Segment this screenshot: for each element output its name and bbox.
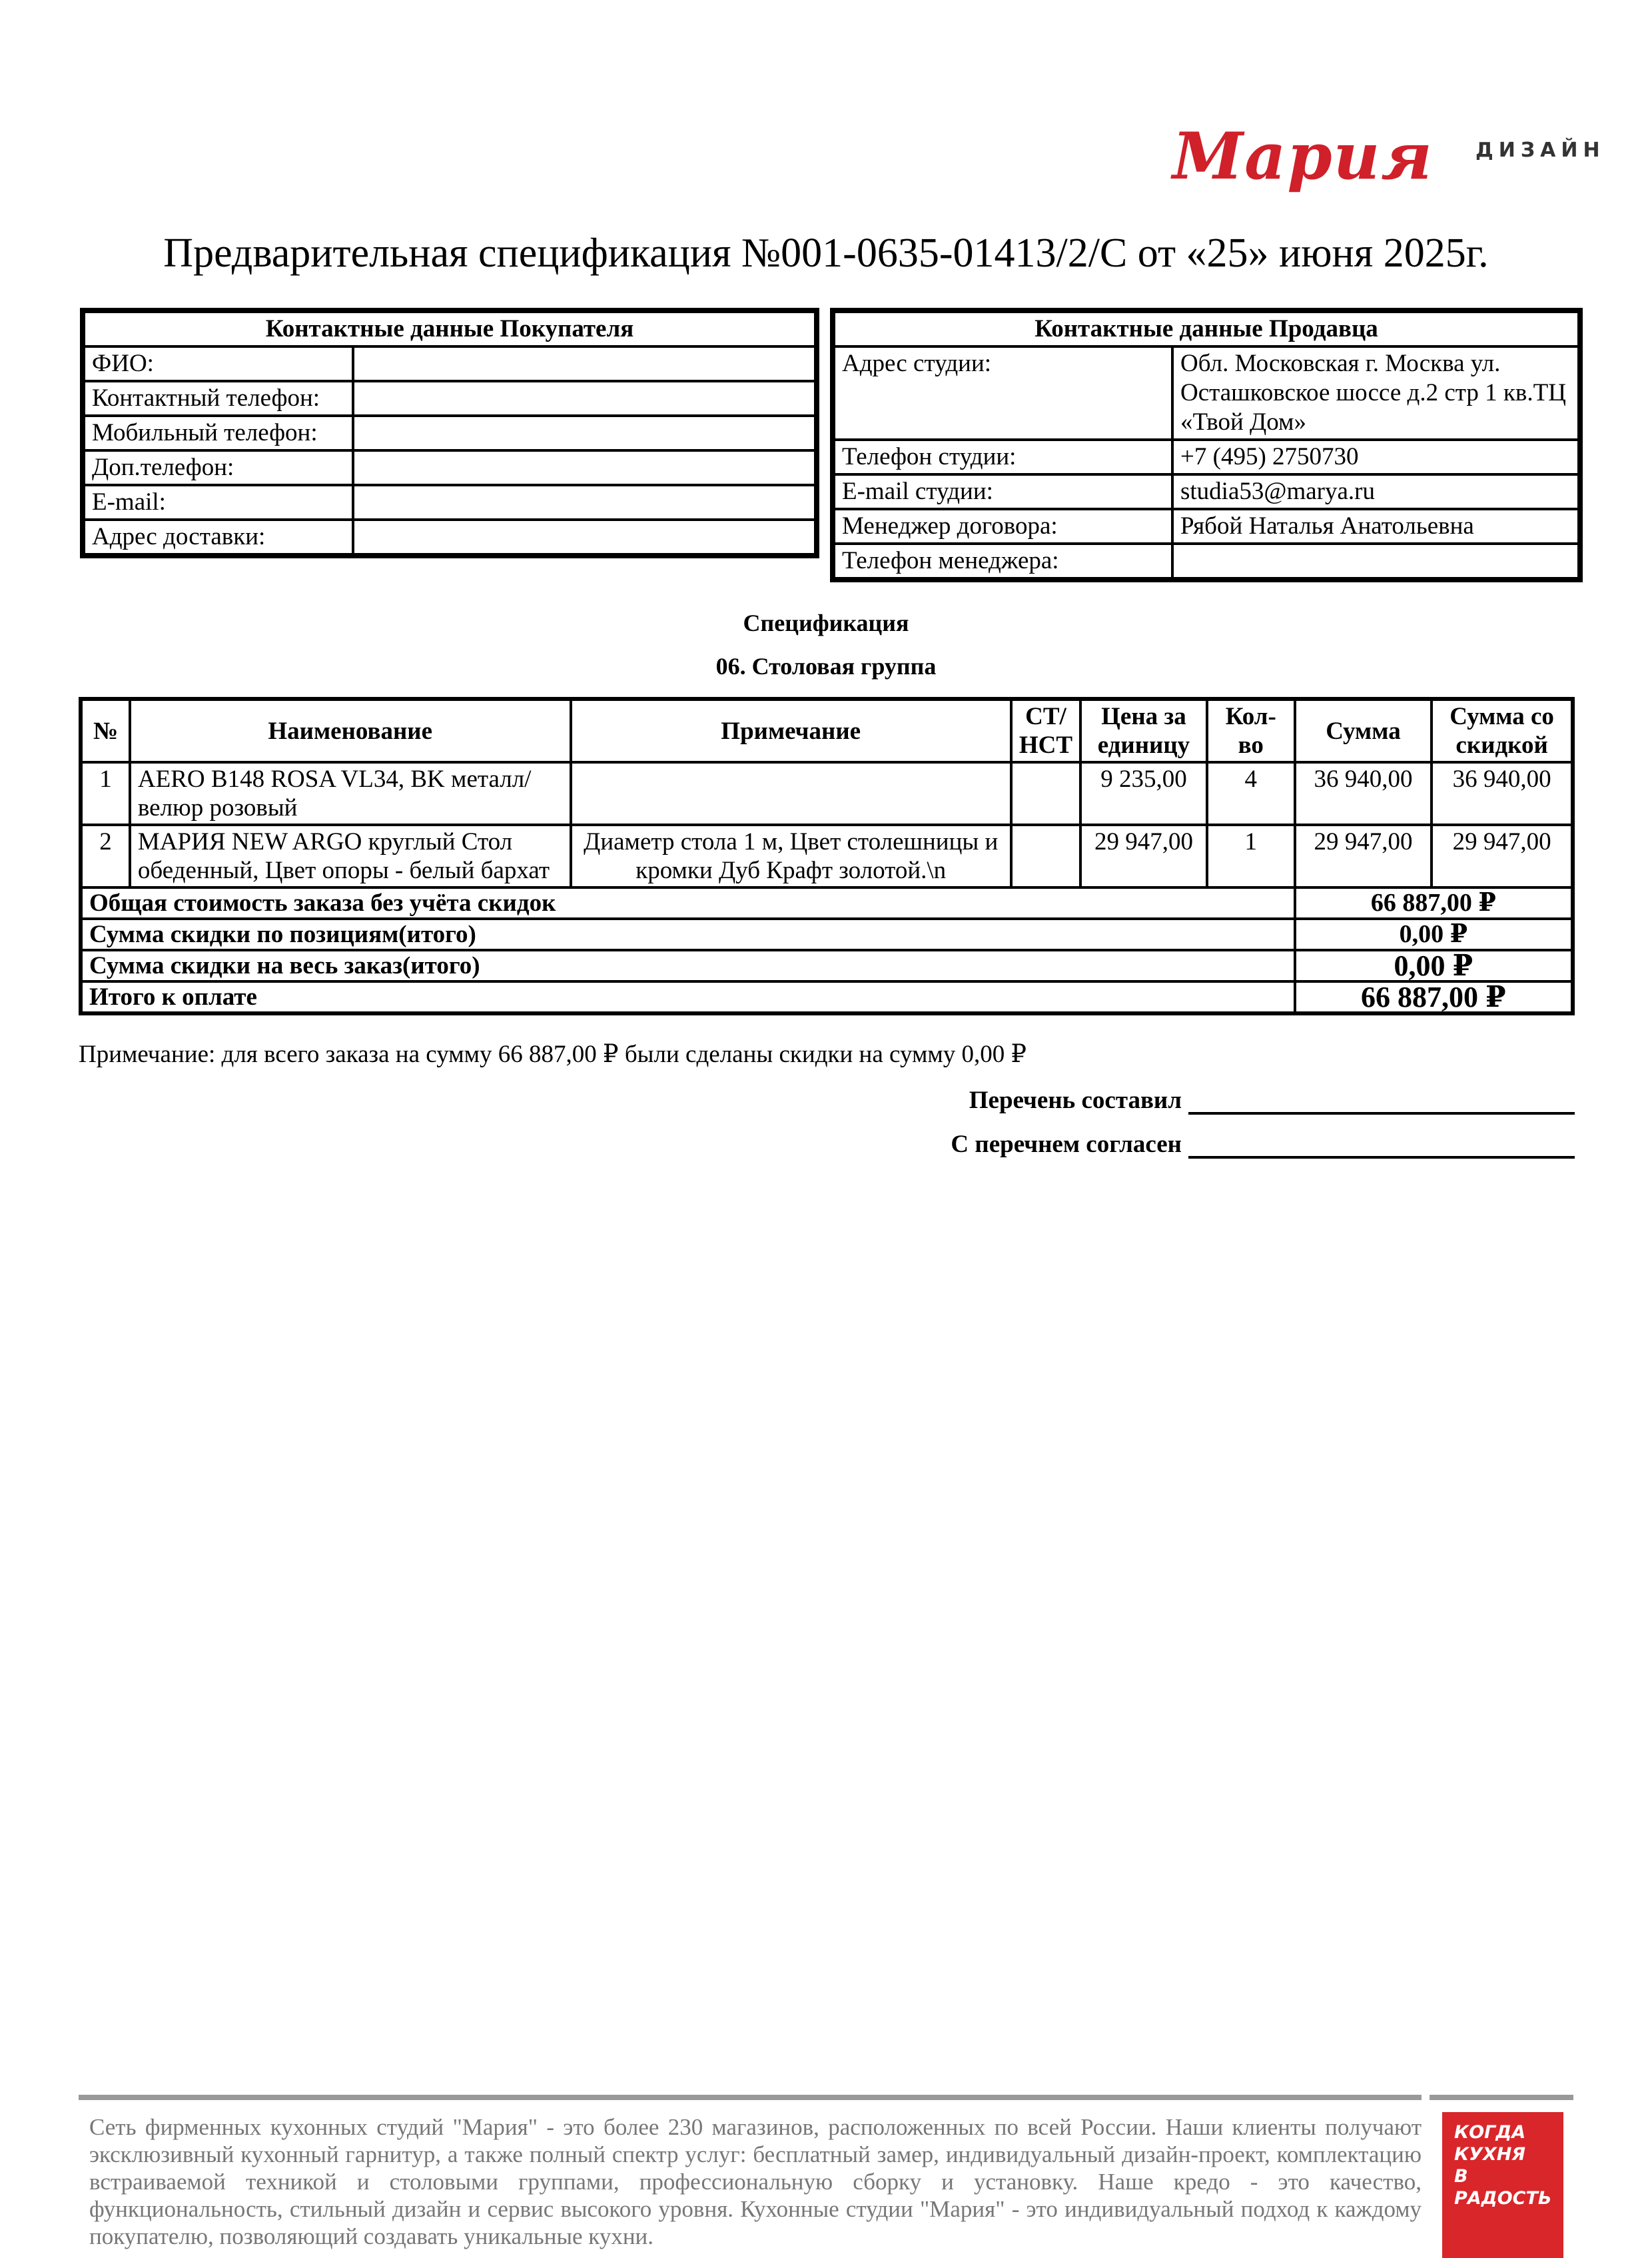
total-row: [81, 950, 1573, 981]
buyer-label: Мобильный телефон:: [85, 416, 353, 450]
total-label: Общая стоимость заказа без учёта скидок: [81, 887, 1295, 919]
footer-divider: [1430, 2095, 1573, 2100]
signature-compiled: [969, 1086, 1575, 1115]
buyer-contacts: [80, 308, 819, 558]
item-note: [571, 762, 1011, 825]
seller-value: [1172, 544, 1577, 577]
total-row: [81, 887, 1573, 919]
item-name: AERO B148 ROSA VL34, BK металл/ велюр розовый: [130, 762, 571, 825]
signature-agreed: [951, 1130, 1575, 1159]
total-label: Сумма скидки по позициям(итого): [81, 919, 1295, 950]
seller-contacts: [830, 308, 1583, 582]
seller-header: Контактные данные Продавца: [835, 313, 1577, 346]
item-price: 9 235,00: [1080, 762, 1207, 825]
slogan-badge: [1442, 2112, 1563, 2258]
signature-label: Перечень составил: [969, 1087, 1182, 1114]
buyer-label: Доп.телефон:: [85, 450, 353, 485]
item-note: Диаметр стола 1 м, Цвет столешницы и кромки Дуб Крафт золотой.\n: [571, 825, 1011, 887]
col-header: СТ/ НСТ: [1011, 699, 1080, 762]
buyer-value: [353, 381, 814, 416]
item-sum: 29 947,00: [1295, 825, 1432, 887]
item-st: [1011, 825, 1080, 887]
logo-wordmark: Мария: [1172, 119, 1434, 194]
logo-subtitle: ДИЗАЙН: [1475, 139, 1605, 162]
total-label: Итого к оплате: [81, 981, 1295, 1013]
total-value: 0,00 ₽: [1295, 919, 1573, 950]
spec-header-row: [81, 699, 1573, 762]
total-value: 0,00 ₽: [1295, 950, 1573, 981]
table-row: [81, 825, 1573, 887]
badge-line: В РАДОСТЬ: [1454, 2166, 1552, 2209]
buyer-value: [353, 450, 814, 485]
seller-label: Адрес студии:: [835, 346, 1172, 440]
col-header: Примечание: [571, 699, 1011, 762]
seller-value: studia53@marya.ru: [1172, 474, 1577, 509]
item-num: 2: [81, 825, 130, 887]
total-value: 66 887,00 ₽: [1295, 887, 1573, 919]
item-sum: 36 940,00: [1295, 762, 1432, 825]
seller-label: Телефон студии:: [835, 440, 1172, 474]
footer-divider: [79, 2095, 1422, 2100]
item-st: [1011, 762, 1080, 825]
seller-label: Телефон менеджера:: [835, 544, 1172, 577]
signature-label: С перечнем согласен: [951, 1131, 1182, 1158]
signature-line: [1188, 1088, 1575, 1115]
discount-note: Примечание: для всего заказа на сумму 66 887,00 ₽ были сделаны скидки на сумму 0,00 ₽: [79, 1041, 1027, 1068]
buyer-label: ФИО:: [85, 346, 353, 381]
item-price: 29 947,00: [1080, 825, 1207, 887]
item-qty: 1: [1207, 825, 1295, 887]
seller-value: Обл. Московская г. Москва ул. Осташковское шоссе д.2 стр 1 кв.ТЦ «Твой Дом»: [1172, 346, 1577, 440]
badge-line: КУХНЯ: [1454, 2144, 1526, 2165]
col-header: Цена за единицу: [1080, 699, 1207, 762]
table-row: [81, 762, 1573, 825]
seller-value: Рябой Наталья Анатольевна: [1172, 509, 1577, 544]
seller-value: +7 (495) 2750730: [1172, 440, 1577, 474]
col-header: Сумма со скидкой: [1432, 699, 1573, 762]
item-qty: 4: [1207, 762, 1295, 825]
buyer-header: Контактные данные Покупателя: [85, 313, 814, 346]
footer-text: Сеть фирменных кухонных студий "Мария" - это более 230 магазинов, расположенных по всей России. Наши клиенты получают эксклюзивный кухонный гарнитур, а также полный спектр услуг: бесплатный замер, индивидуальный дизайн-проект, комплектацию встраиваемой техникой и столовыми группами, профессиональную сборку и установку. Наше кредо - это качество, функциональность, стильный дизайн и сервис высокого уровня. Кухонные студии "Мария" - это индивидуальный подход к каждому покупателю, позволяющий создавать уникальные кухни.: [89, 2114, 1422, 2249]
buyer-label: Адрес доставки:: [85, 520, 353, 553]
buyer-value: [353, 416, 814, 450]
buyer-value: [353, 520, 814, 553]
item-discounted: 29 947,00: [1432, 825, 1573, 887]
spec-table: [79, 697, 1575, 1015]
spec-heading: Спецификация: [743, 610, 909, 636]
document-title: Предварительная спецификация №001-0635-01413/2/С от «25» июня 2025г.: [163, 231, 1489, 276]
grand-total-row: [81, 981, 1573, 1013]
total-label: Сумма скидки на весь заказ(итого): [81, 950, 1295, 981]
signature-line: [1188, 1132, 1575, 1159]
seller-label: Менеджер договора:: [835, 509, 1172, 544]
seller-label: E-mail студии:: [835, 474, 1172, 509]
total-row: [81, 919, 1573, 950]
buyer-label: E-mail:: [85, 485, 353, 520]
col-header: Сумма: [1295, 699, 1432, 762]
item-name: МАРИЯ NEW ARGO круглый Стол обеденный, Цвет опоры - белый бархат: [130, 825, 571, 887]
item-discounted: 36 940,00: [1432, 762, 1573, 825]
col-header: Наименование: [130, 699, 571, 762]
col-header: Кол-во: [1207, 699, 1295, 762]
buyer-value: [353, 346, 814, 381]
col-header: №: [81, 699, 130, 762]
total-value: 66 887,00 ₽: [1295, 981, 1573, 1013]
buyer-value: [353, 485, 814, 520]
brand-logo: [1172, 119, 1605, 205]
buyer-label: Контактный телефон:: [85, 381, 353, 416]
badge-line: КОГДА: [1454, 2122, 1526, 2143]
item-num: 1: [81, 762, 130, 825]
spec-group: 06. Столовая группа: [715, 653, 937, 680]
